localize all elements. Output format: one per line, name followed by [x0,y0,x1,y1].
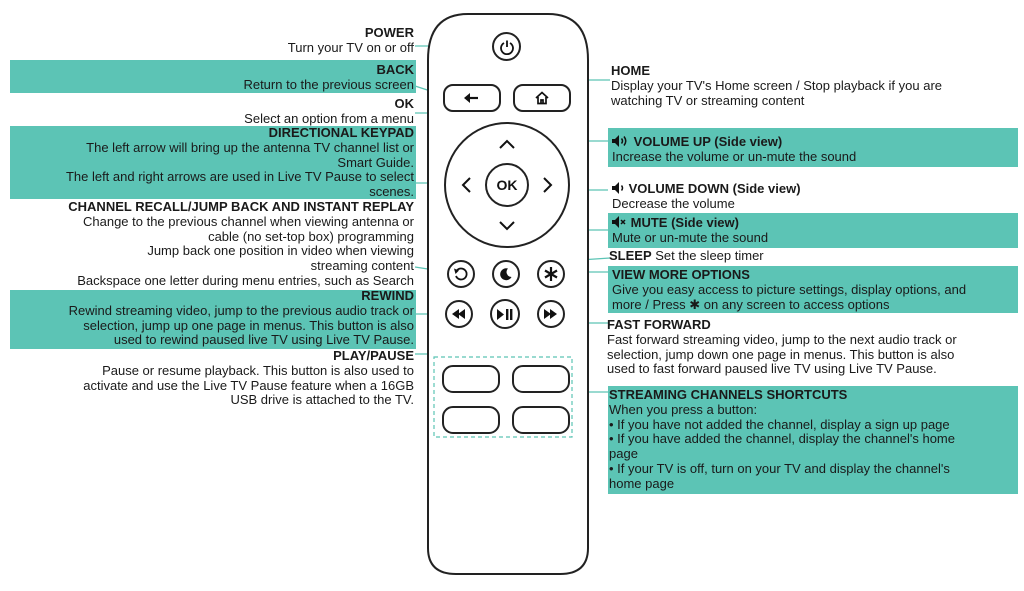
back-title: BACK [376,62,414,77]
volume-up-title: VOLUME UP (Side view) [633,134,783,149]
volume-down-desc-1: Decrease the volume [612,195,735,211]
shortcuts-desc-1: When you press a button: [609,401,758,417]
view-more-desc-2: more / Press ✱ on any screen to access options [612,296,890,312]
play-pause-desc-1: Pause or resume playback. This button is also used to [102,362,414,378]
play-pause-desc-2: activate and use the Live TV Pause feature when a 16GB [83,377,414,393]
channel-recall-desc-1: Change to the previous channel when viewing antenna or [82,213,414,229]
channel-recall-desc-2: cable (no set-top box) programming [208,228,414,244]
rewind-button[interactable] [445,300,473,328]
back-label [243,63,414,93]
directional-desc-3: The left and right arrows are used in Live TV Pause to select [65,169,414,185]
sleep-button[interactable] [492,260,520,288]
back-button[interactable] [443,84,501,112]
power-button[interactable] [492,32,521,61]
play-pause-button[interactable] [490,299,520,329]
moon-icon [499,267,513,281]
home-button[interactable] [513,84,571,112]
play-pause-title: PLAY/PAUSE [333,348,414,363]
fast-forward-label [607,318,957,377]
home-label [611,64,942,108]
speaker-mute-icon [612,216,627,228]
mute-title: MUTE (Side view) [630,215,739,230]
ok-label-callout [244,97,414,127]
shortcuts-title: STREAMING CHANNELS SHORTCUTS [609,387,848,402]
rewind-desc-2: selection, jump up one page in menus. This button is also [83,317,414,333]
sleep-title: SLEEP [609,248,652,263]
home-icon [535,91,549,105]
view-more-desc-1: Give you easy access to picture settings, display options, and [612,281,967,297]
rewind-icon [452,309,466,319]
shortcuts-desc-2: • If you have not added the channel, display a sign up page [609,416,950,432]
fast-forward-title: FAST FORWARD [607,317,711,332]
mute-label [612,216,768,246]
sleep-label [609,249,764,264]
speaker-up-icon [612,135,630,147]
shortcut-button-3[interactable] [442,406,500,434]
power-label [288,26,414,56]
directional-desc-1: The left arrow will bring up the antenna TV channel list or [86,139,414,155]
back-arrow-icon [464,92,480,104]
shortcuts-desc-3: • If you have added the channel, display the channel's home [609,431,955,447]
shortcuts-label [609,388,955,492]
ok-title: OK [394,96,414,111]
channel-recall-desc-3: Jump back one position in video when viewing [147,243,414,259]
fast-forward-desc-2: selection, jump down one page in menus. This button is also [607,346,955,362]
ok-button[interactable] [485,163,529,207]
directional-title: DIRECTIONAL KEYPAD [268,125,414,140]
channel-recall-desc-4: streaming content [310,258,414,274]
shortcuts-desc-4: page [609,446,638,462]
directional-label [66,126,414,200]
channel-recall-desc-5: Backspace one letter during menu entries, such as Search [77,272,414,288]
shortcut-button-1[interactable] [442,365,500,393]
view-more-button[interactable] [537,260,565,288]
volume-down-title: VOLUME DOWN (Side view) [628,181,801,196]
fast-forward-icon [544,309,558,319]
directional-desc-2: Smart Guide. [337,154,414,170]
ok-label: OK [496,177,518,193]
play-pause-desc-3: USB drive is attached to the TV. [230,392,414,408]
power-title: POWER [364,25,414,40]
view-more-label [612,268,966,312]
mute-desc-1: Mute or un-mute the sound [612,229,769,245]
rewind-desc-3: used to rewind paused live TV using Live TV Pause. [113,332,414,348]
volume-up-desc-1: Increase the volume or un-mute the sound [612,148,857,164]
fast-forward-desc-1: Fast forward streaming video, jump to the next audio track or [607,331,957,347]
home-desc-1: Display your TV's Home screen / Stop playback if you are [611,77,942,93]
fast-forward-desc-3: used to fast forward paused live TV using Live TV Pause. [607,361,937,377]
fast-forward-button[interactable] [537,300,565,328]
sleep-desc-1: Set the sleep timer [655,248,764,263]
shortcut-button-4[interactable] [512,406,570,434]
shortcut-button-2[interactable] [512,365,570,393]
directional-desc-4: scenes. [369,184,414,200]
play-pause-icon [497,309,513,320]
shortcuts-desc-6: home page [609,475,675,491]
asterisk-icon [543,266,559,282]
shortcuts-desc-5: • If your TV is off, turn on your TV and display the channel's [609,460,950,476]
rewind-desc-1: Rewind streaming video, jump to the previous audio track or [68,302,414,318]
home-title: HOME [611,63,650,78]
channel-recall-title: CHANNEL RECALL/JUMP BACK AND INSTANT REPLAY [68,199,414,214]
volume-down-label [612,182,801,212]
replay-icon [453,266,469,282]
channel-recall-button[interactable] [447,260,475,288]
play-pause-label [83,349,414,408]
volume-up-label [612,135,856,165]
rewind-title: REWIND [361,288,414,303]
view-more-title: VIEW MORE OPTIONS [612,267,750,282]
rewind-label [69,289,414,348]
power-icon [499,39,515,55]
back-desc-1: Return to the previous screen [243,76,414,92]
home-desc-2: watching TV or streaming content [611,92,805,108]
power-desc-1: Turn your TV on or off [287,39,414,55]
ok-desc-1: Select an option from a menu [244,110,414,126]
channel-recall-label [68,200,414,289]
speaker-down-icon [612,182,625,194]
